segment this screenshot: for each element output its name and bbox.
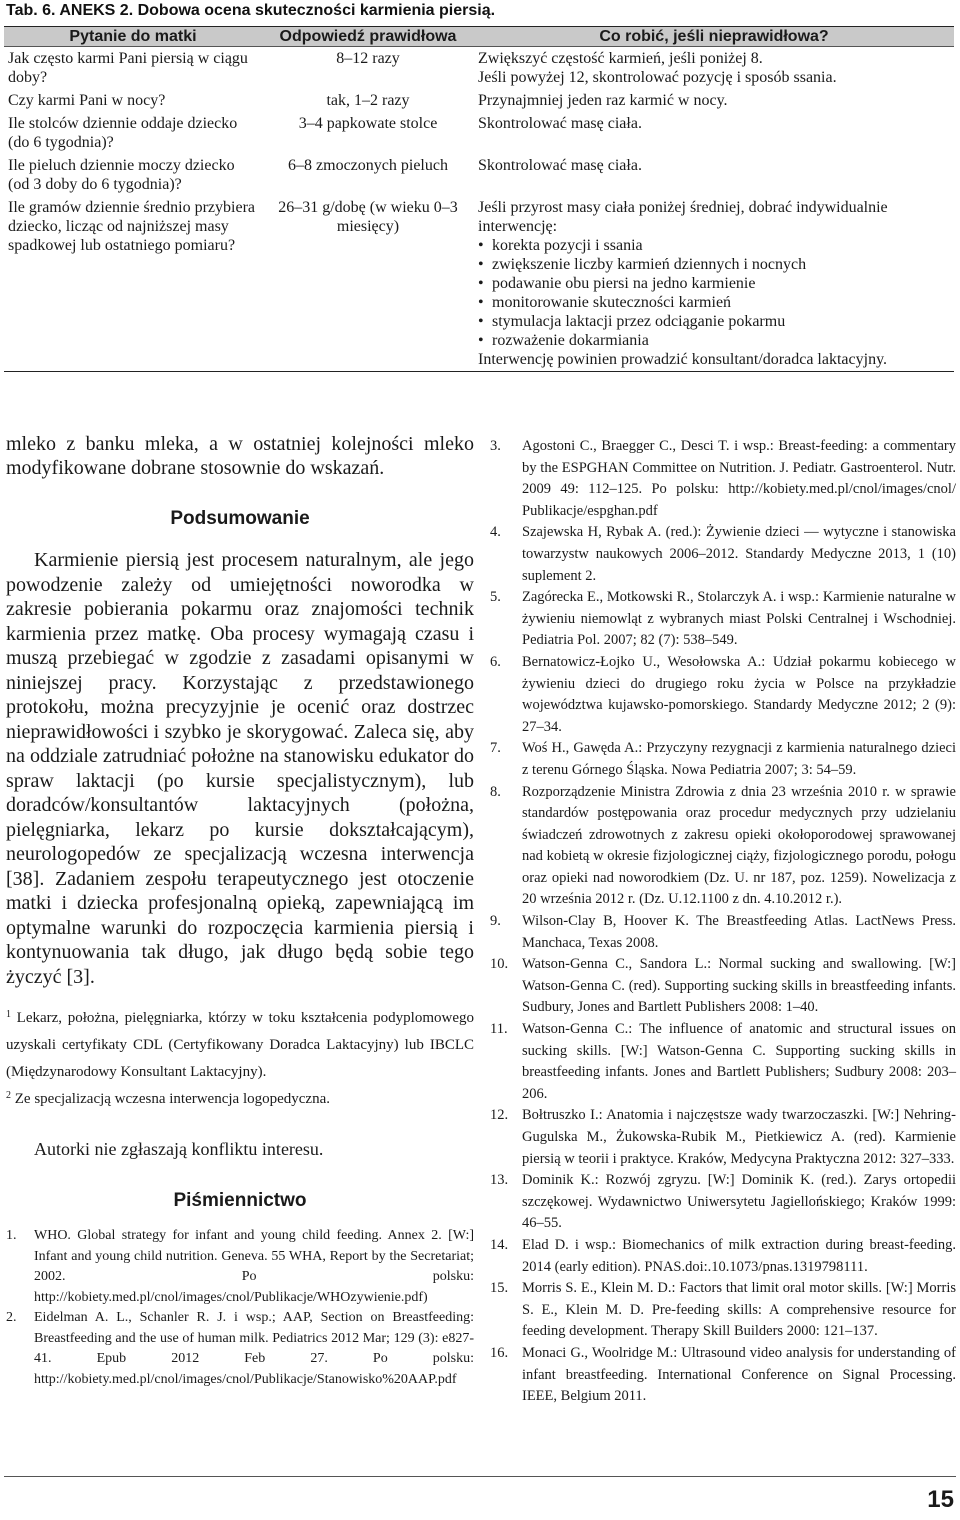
reference-item	[490, 1278, 956, 1343]
summary-paragraph: Karmienie piersią jest procesem naturalnym, ale jego powodzenie zależy od umiejętności noworodka w zakresie pobierania pokarmu oraz znajomości technik karmienia przez matkę. Oba procesy wymagają czasu i muszą przebiegać w zgodzie z zasadami opisanymi w niniejszej pracy. Korzystając z przedstawionego protokołu, można precyzyjnie je ocenić oraz dostrzec nieprawidłowości i szybko je skorygować. Zaleca się, aby na oddziale zatrudniać położne na stanowisku edukator do spraw laktacji (po kursie specjalistycznym), lub doradców/konsultantów laktacyjnych (położna, pielęgniarka, lekarz po kursie dokształcającym), neurologopedów ze specjalizacją wczesna interwencja [38]. Zadaniem zespołu terapeutycznego jest otoczenie matki i dziecka profesjonalną opieką, zapewniającą im optymalne warunki do rozpoczęcia karmienia piersią i kontynuowania tak długo, jak długo będą sobie tego życzyć [3].	[6, 549, 474, 988]
reference-text: Szajewska H, Rybak A. (red.): Żywienie dzieci — wytyczne i stanowiska towarzystw naukowych 2006–2012. Standardy Medyczne 2013, 1 (10) suplement 2.	[522, 524, 956, 584]
reference-text: Woś H., Gawęda A.: Przyczyny rezygnacji z karmienia naturalnego dzieci z terenu Górnego Śląska. Nowa Pediatria 2007; 3: 54–59.	[522, 740, 956, 778]
reference-text: Elad D. i wsp.: Biomechanics of milk extraction during breast-feeding. 2014 (early edition). PNAS.doi:.10.1073/pnas.1319798111.	[522, 1236, 956, 1275]
header-question: Pytanie do matki	[4, 27, 262, 47]
reference-item	[490, 1105, 956, 1170]
cell-answer: 6–8 zmoczonych pieluch	[288, 157, 448, 174]
cell-question: Jak często karmi Pani piersią w ciągu doby?	[8, 50, 248, 86]
reference-item	[490, 436, 956, 522]
bullet-item: • podawanie obu piersi na jedno karmienie	[478, 274, 950, 293]
summary-heading: Podsumowanie	[170, 508, 310, 529]
bullet-item: • korekta pozycji i ssania	[478, 236, 950, 255]
footnote-2-text: Ze specjalizacją wczesna interwencja logopedyczna.	[14, 1091, 330, 1107]
reference-item	[490, 652, 956, 738]
table-row	[4, 112, 954, 154]
reference-item	[490, 522, 956, 587]
table-header-row	[4, 27, 954, 47]
reference-item	[490, 738, 956, 781]
table-row	[4, 196, 954, 372]
reference-text: Wilson-Clay B, Hoover K. The Breastfeeding Atlas. LactNews Press. Manchaca, Texas 2008.	[522, 913, 956, 951]
footnote-1	[6, 1005, 474, 1086]
cell-question: Ile pieluch dziennie moczy dziecko (od 3 doby do 6 tygodnia)?	[8, 157, 235, 193]
cell-question: Czy karmi Pani w nocy?	[8, 92, 166, 109]
cell-answer: 3–4 papkowate stolce	[298, 115, 438, 132]
reference-number: 1.	[6, 1228, 17, 1243]
bullet-item: • rozważenie dokarmiania	[478, 331, 950, 350]
assessment-table	[4, 26, 954, 372]
page-number: 15	[927, 1486, 954, 1513]
action-outro: Interwencję powinien prowadzić konsultant/doradca laktacyjny.	[478, 351, 888, 368]
footnote-2	[6, 1086, 474, 1113]
action-intro: Jeśli przyrost masy ciała poniżej średniej, dobrać indywidualnie interwencję:	[478, 199, 888, 235]
reference-number: 9.	[490, 913, 501, 930]
header-answer: Odpowiedź prawidłowa	[262, 27, 474, 47]
reference-text: Watson-Genna C.: The influence of anatomic and structural issues on sucking skills. [W:] Watson-Genna C. Supporting sucking skills in breastfeeding infants. Jones and Bartlett Publishers; Sudbury 2008: 203–206.	[522, 1021, 956, 1102]
reference-text: Bołtruszko I.: Anatomia i najczęstsze wady twarzoczaszki. [W:] Nehring-Gugulska M., Żukowska-Rubik M., Pietkiewicz A. (red). Karmienie piersią w teorii i praktyce. Kraków, Medycyna Praktyczna 2012: 327–333.	[522, 1107, 956, 1167]
cell-question: Ile gramów dziennie średnio przybiera dziecko, licząc od najniższej masy spadkowej lub ostatniego pomiaru?	[4, 196, 262, 372]
cell-answer: 26–31 g/dobę (w wieku 0–3 miesięcy)	[262, 196, 474, 372]
reference-number: 2.	[6, 1310, 17, 1325]
reference-item	[490, 782, 956, 912]
reference-text: Monaci G., Woolridge M.: Ultrasound video analysis for understanding of infant breastfeeding. International Conference on Signal Processing. IEEE, Belgium 2011.	[522, 1344, 956, 1405]
bullet-item: • stymulacja laktacji przez odciąganie pokarmu	[478, 312, 950, 331]
reference-number: 13.	[490, 1172, 509, 1189]
footnote-1-mark: 1	[6, 1009, 11, 1020]
right-column	[490, 436, 956, 1408]
reference-number: 10.	[490, 956, 509, 973]
header-action: Co robić, jeśli nieprawidłowa?	[474, 27, 954, 47]
reference-item	[490, 587, 956, 652]
action-line: Jeśli powyżej 12, skontrolować pozycję i sposób ssania.	[478, 69, 837, 86]
table-row	[4, 47, 954, 90]
table-row	[4, 89, 954, 112]
reference-item	[490, 1019, 956, 1105]
reference-text: WHO. Global strategy for infant and young child feeding. Annex 2. [W:] Infant and young child nutrition. Geneva. 55 WHA, Report by the Secretariat; 2002. Po polsku: http://kobiety.med.pl/cnol/images/cnol/Publikacje/WHOzywienie.pdf)	[34, 1228, 474, 1305]
table-title: Tab. 6. ANEKS 2. Dobowa ocena skuteczności karmienia piersią.	[6, 2, 496, 19]
left-column	[6, 432, 474, 1390]
references-list-left	[6, 1226, 474, 1390]
cell-answer: 8–12 razy	[336, 50, 400, 67]
reference-item	[490, 911, 956, 954]
reference-item	[490, 1343, 956, 1408]
action-line: Zwiększyć częstość karmień, jeśli poniżej 8.	[478, 50, 763, 67]
reference-number: 4.	[490, 524, 501, 541]
reference-text: Watson-Genna C., Sandora L.: Normal sucking and swallowing. [W:] Watson-Genna C. (red). Supporting sucking skills in breastfeeding infants. Sudbury, Jones and Bartlett Publishers 2008: 1–40.	[522, 956, 956, 1016]
reference-text: Agostoni C., Braegger C., Desci T. i wsp.: Breast-feeding: a commentary by the ESPGHAN Committee on Nutrition. J. Pediatr. Gastroenterol. Nutr. 2009 49: 112–125. Po polsku: http://kobiety.med.pl/cnol/images/cnol/ Publikacje/espghan.pdf	[522, 438, 956, 519]
reference-item	[6, 1308, 474, 1390]
reference-number: 3.	[490, 438, 501, 454]
references-heading: Piśmiennictwo	[173, 1190, 307, 1211]
cell-answer: tak, 1–2 razy	[326, 92, 410, 109]
reference-text: Rozporządzenie Ministra Zdrowia z dnia 23 września 2010 r. w sprawie standardów postępowania oraz procedur medycznych przy udzielaniu świadczeń zdrowotnych z zakresu opieki okołoporodowej sprawowanej nad kobietą w okresie fizjologicznej ciąży, fizjologicznego porodu, połogu oraz opieki nad noworodkiem (Dz. U. nr 187, poz. 1259). Nowelizacja z 20 września 2012 r. (Dz. U.12.1100 z dn. 4.10.2012 r.).	[522, 783, 956, 908]
cell-action	[474, 47, 954, 90]
reference-number: 11.	[490, 1021, 508, 1038]
reference-number: 6.	[490, 653, 501, 670]
reference-item	[490, 1235, 956, 1278]
cell-action: Przynajmniej jeden raz karmić w nocy.	[478, 92, 728, 109]
cell-action	[474, 196, 954, 372]
reference-number: 12.	[490, 1107, 509, 1124]
footnote-2-mark: 2	[6, 1090, 11, 1101]
reference-number: 16.	[490, 1344, 509, 1361]
reference-text: Eidelman A. L., Schanler R. J. i wsp.; AAP, Section on Breastfeeding: Breastfeeding and the use of human milk. Pediatrics 2012 Mar; 129 (3): e827-41. Epub 2012 Feb 27. Po polsku: http://kobiety.med.pl/cnol/images/cnol/Publikacje/Stanowisko%20AAP.pdf	[34, 1310, 474, 1387]
reference-number: 14.	[490, 1236, 509, 1253]
cell-question: Ile stolców dziennie oddaje dziecko (do 6 tygodnia)?	[8, 115, 238, 151]
reference-text: Dominik K.: Rozwój zgryzu. [W:] Dominik K. (red.). Zarys ortopedii szczękowej. Wydawnictwo Uniwersytetu Jagiellońskiego; Kraków 1999: 46–55.	[522, 1172, 956, 1232]
reference-item	[490, 1170, 956, 1235]
reference-text: Bernatowicz-Łojko U., Wesołowska A.: Udział pokarmu kobiecego w żywieniu dzieci do drugiego roku życia w Polsce na przykładzie województwa kujawsko-pomorskiego. Standardy Medyczne 2012; 2 (9): 27–34.	[522, 653, 956, 735]
cell-action: Skontrolować masę ciała.	[478, 157, 642, 174]
table-row	[4, 154, 954, 196]
footnote-1-text: Lekarz, położna, pielęgniarka, którzy w toku kształcenia podyplomowego uzyskali certyfikaty CDL (Certyfikowany Doradca Laktacyjny) lub IBCLC (Międzynarodowy Konsultant Laktacyjny).	[6, 1010, 474, 1080]
reference-item	[6, 1226, 474, 1308]
bullet-item: • monitorowanie skuteczności karmień	[478, 293, 950, 312]
reference-item	[490, 954, 956, 1019]
reference-number: 7.	[490, 740, 501, 757]
reference-text: Zagórecka E., Motkowski R., Stolarczyk A. i wsp.: Karmienie naturalne w żywieniu niemowląt z wybranych miast Polski Centralnej i Wschodniej. Pediatria Pol. 2007; 82 (7): 538–549.	[522, 589, 956, 649]
continuation-paragraph: mleko z banku mleka, a w ostatniej kolejności mleko modyfikowane dobrane stosownie do wskazań.	[6, 433, 474, 479]
reference-number: 15.	[490, 1280, 509, 1297]
bullet-item: • zwiększenie liczby karmień dziennych i nocnych	[478, 255, 950, 274]
cell-action: Skontrolować masę ciała.	[478, 115, 642, 132]
reference-number: 5.	[490, 589, 501, 606]
page-footer-rule	[4, 1476, 956, 1477]
reference-text: Morris S. E., Klein M. D.: Factors that limit oral motor skills. [W:] Morris S. E., Klein M. D. Pre-feeding skills: A comprehensive resource for feeding development. Therapy Skill Builders 2000: 121–137.	[522, 1280, 956, 1340]
conflict-statement: Autorki nie zgłaszają konfliktu interesu.	[34, 1139, 324, 1159]
reference-number: 8.	[490, 783, 501, 800]
